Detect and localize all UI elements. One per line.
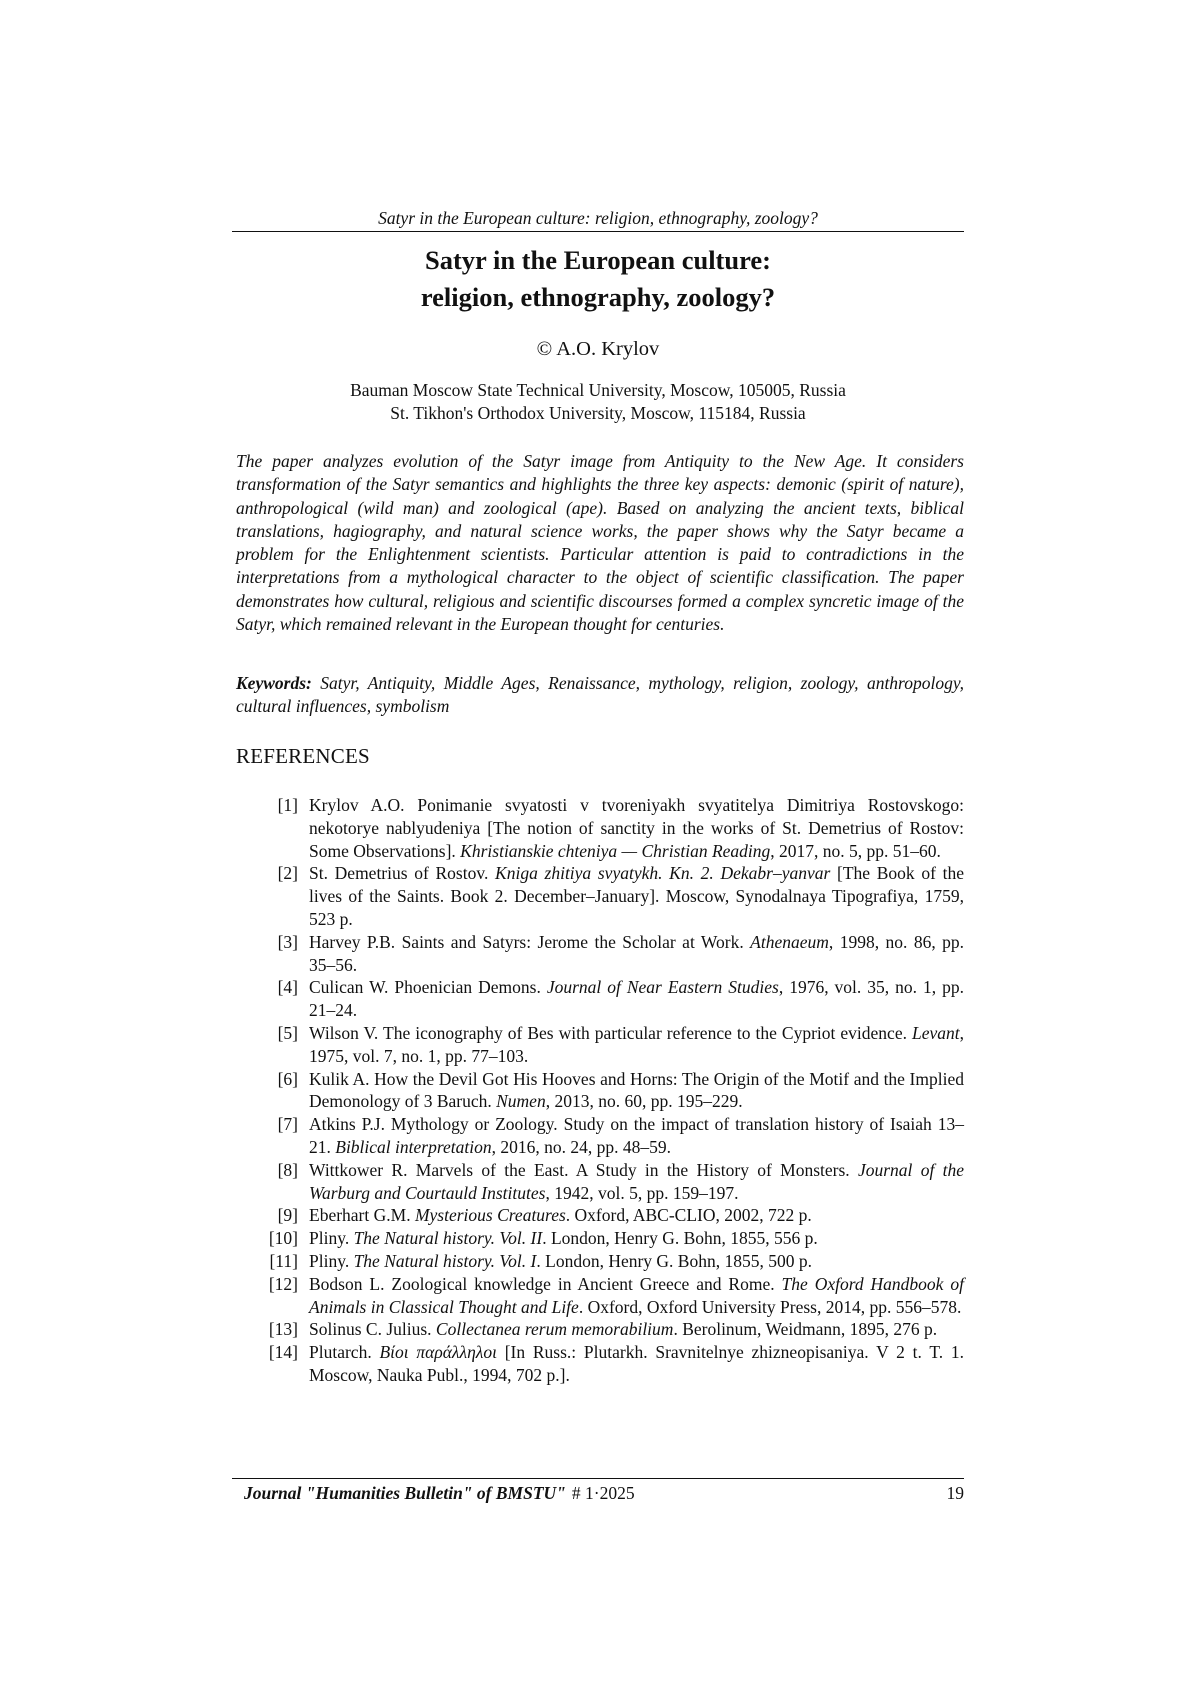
reference-item xyxy=(236,931,964,977)
article-title xyxy=(232,242,964,316)
reference-details: . Berolinum, Weidmann, 1895, 276 p. xyxy=(673,1319,938,1340)
reference-details: [In Russ.: Plutarkh. Sravnitelnye zhizneopisaniya. V 2 t. T. 1. Moscow, Nauka Publ., 1994, 702 p.]. xyxy=(309,1342,964,1385)
reference-source: Mysterious Creatures xyxy=(414,1205,566,1226)
reference-source: The Oxford Handbook of Animals in Classical Thought and Life xyxy=(309,1273,964,1317)
reference-text: St. Demetrius of Rostov. xyxy=(309,863,496,884)
reference-text: Pliny. xyxy=(309,1250,354,1271)
reference-source: Journal of the Warburg and Courtauld Institutes xyxy=(309,1159,964,1203)
reference-source: Numen xyxy=(496,1091,546,1112)
reference-source: Biblical interpretation xyxy=(335,1136,492,1157)
reference-details: , 1998, no. 86, pp. 35–56. xyxy=(309,931,964,975)
reference-text: Harvey P.B. Saints and Satyrs: Jerome the Scholar at Work. xyxy=(309,931,751,952)
reference-details: , 2017, no. 5, pp. 51–60. xyxy=(770,840,941,861)
reference-details: , 2016, no. 24, pp. 48–59. xyxy=(491,1136,671,1157)
affiliation-1: Bauman Moscow State Technical University, Moscow, 105005, Russia xyxy=(350,380,846,400)
page-footer xyxy=(244,1482,964,1504)
reference-text: Eberhart G.M. xyxy=(309,1205,415,1226)
reference-details: , 1976, vol. 35, no. 1, pp. 21–24. xyxy=(309,977,964,1021)
reference-item xyxy=(236,862,964,930)
keywords-label: Keywords: xyxy=(236,673,312,693)
reference-number: [8] xyxy=(277,1159,298,1180)
reference-number: [10] xyxy=(268,1228,298,1249)
reference-item xyxy=(236,1227,964,1250)
reference-source: Βίοι παράλληλοι xyxy=(379,1342,497,1363)
reference-text: Solinus C. Julius. xyxy=(309,1319,436,1340)
header-rule xyxy=(232,231,964,232)
reference-item xyxy=(236,1318,964,1341)
reference-text: Kulik A. How the Devil Got His Hooves and Horns: The Origin of the Motif and the Implied Demonology of 3 Baruch. xyxy=(309,1068,964,1112)
reference-number: [2] xyxy=(277,863,298,884)
reference-number: [14] xyxy=(268,1342,298,1363)
reference-number: [7] xyxy=(277,1114,298,1135)
reference-details: . London, Henry G. Bohn, 1855, 500 p. xyxy=(536,1250,812,1271)
issue-number: # 1·2025 xyxy=(571,1483,635,1503)
reference-source: Kniga zhitiya svyatykh. Kn. 2. Dekabr–yanvar xyxy=(495,863,831,884)
affiliation-2: St. Tikhon's Orthodox University, Moscow, 115184, Russia xyxy=(390,403,806,423)
reference-text: Krylov A.O. Ponimanie svyatosti v tvoreniyakh svyatitelya Dimitriya Rostovskogo: nekotorye nablyudeniya [The notion of sanctity in the works of St. Demetrius of Rostov: Some Observations]. xyxy=(309,795,964,861)
reference-text: Plutarch. xyxy=(309,1342,380,1363)
reference-text: Bodson L. Zoological knowledge in Ancient Greece and Rome. xyxy=(309,1273,782,1294)
reference-item xyxy=(236,1068,964,1114)
reference-item xyxy=(236,1341,964,1387)
reference-source: Collectanea rerum memorabilium xyxy=(435,1319,674,1340)
reference-item xyxy=(236,976,964,1022)
reference-number: [9] xyxy=(277,1205,298,1226)
references-heading: REFERENCES xyxy=(236,744,370,768)
reference-number: [13] xyxy=(268,1319,298,1340)
references-list xyxy=(236,794,964,1387)
keywords-text: Satyr, Antiquity, Middle Ages, Renaissance, mythology, religion, zoology, anthropology, cultural influences, symbolism xyxy=(236,673,965,717)
reference-item xyxy=(236,1159,964,1205)
running-header: Satyr in the European culture: religion, ethnography, zoology? xyxy=(378,208,818,228)
reference-source: The Natural history. Vol. I xyxy=(353,1250,537,1271)
reference-number: [4] xyxy=(277,977,298,998)
reference-details: , 1975, vol. 7, no. 1, pp. 77–103. xyxy=(309,1022,964,1066)
reference-details: , 2013, no. 60, pp. 195–229. xyxy=(545,1091,743,1112)
reference-source: Khristianskie chteniya — Christian Reading xyxy=(460,840,771,861)
abstract: The paper analyzes evolution of the Satyr image from Antiquity to the New Age. It considers transformation of the Satyr semantics and highlights the three key aspects: demonic (spirit of nature), anthropological (wild man) and zoological (ape). Based on analyzing the ancient texts, biblical translations, hagiography, and natural science works, the paper shows why the Satyr became a problem for the Enlightenment scientists. Particular attention is paid to contradictions in the interpretations from a mythological character to the object of scientific classification. The paper demonstrates how cultural, religious and scientific discourses formed a complex syncretic image of the Satyr, which remained relevant in the European thought for centuries. xyxy=(236,451,964,635)
reference-text: Wittkower R. Marvels of the East. A Study in the History of Monsters. xyxy=(309,1159,858,1180)
keywords xyxy=(236,672,964,719)
reference-details: . Oxford, Oxford University Press, 2014, pp. 556–578. xyxy=(578,1296,962,1317)
reference-item xyxy=(236,1022,964,1068)
title-line-2: religion, ethnography, zoology? xyxy=(420,282,776,312)
reference-number: [3] xyxy=(277,931,298,952)
reference-details: , 1942, vol. 5, pp. 159–197. xyxy=(545,1182,739,1203)
reference-number: [5] xyxy=(277,1022,298,1043)
reference-number: [1] xyxy=(277,795,298,815)
reference-source: The Natural history. Vol. II xyxy=(353,1228,543,1249)
reference-item xyxy=(236,1250,964,1273)
reference-text: Wilson V. The iconography of Bes with particular reference to the Cypriot evidence. xyxy=(309,1022,912,1043)
reference-details: . London, Henry G. Bohn, 1855, 556 p. xyxy=(542,1228,818,1249)
reference-details: . Oxford, ABC-CLIO, 2002, 722 p. xyxy=(565,1205,812,1226)
reference-source: Athenaeum xyxy=(750,931,829,952)
page-number: 19 xyxy=(946,1483,964,1503)
footer-rule xyxy=(232,1478,964,1479)
reference-number: [11] xyxy=(269,1250,298,1271)
reference-details: [The Book of the lives of the Saints. Book 2. December–January]. Moscow, Synodalnaya Tipografiya, 1759, 523 p. xyxy=(309,863,964,929)
reference-item xyxy=(236,1273,964,1319)
affiliations xyxy=(232,379,964,425)
reference-item xyxy=(236,1204,964,1227)
reference-number: [12] xyxy=(268,1273,298,1294)
reference-number: [6] xyxy=(277,1068,298,1089)
reference-text: Culican W. Phoenician Demons. xyxy=(309,977,547,998)
reference-item xyxy=(236,794,964,862)
reference-text: Pliny. xyxy=(309,1228,354,1249)
author-line: © A.O. Krylov xyxy=(536,338,660,360)
reference-item xyxy=(236,1113,964,1159)
journal-name: Journal "Humanities Bulletin" of BMSTU" xyxy=(244,1483,566,1503)
title-line-1: Satyr in the European culture: xyxy=(424,245,771,275)
reference-source: Levant xyxy=(911,1022,960,1043)
reference-source: Journal of Near Eastern Studies xyxy=(546,977,779,998)
reference-text: Atkins P.J. Mythology or Zoology. Study on the impact of translation history of Isaiah 13–21. xyxy=(309,1114,964,1157)
